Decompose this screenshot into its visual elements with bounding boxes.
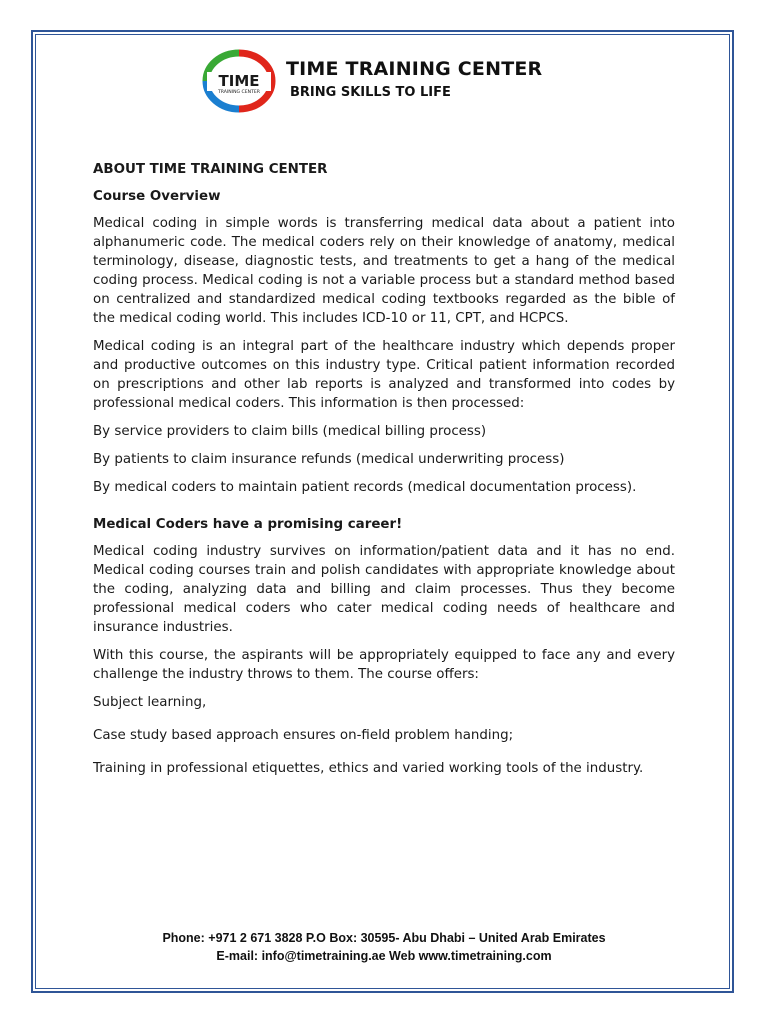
list-item: By medical coders to maintain patient records (medical documentation process). bbox=[93, 480, 637, 495]
brand-title: TIME TRAINING CENTER bbox=[286, 58, 543, 80]
time-logo-icon bbox=[198, 48, 280, 114]
list-item: By patients to claim insurance refunds (medical underwriting process) bbox=[93, 452, 565, 467]
paragraph: Medical coding industry survives on information/patient data and it has no end. Medical coding courses train and polish candidates with appropriate knowledge about the coding, analyzing data and billing and claim processes. Thus they become professional medical coders who cater medical coding needs of healthcare and insurance industries. bbox=[93, 544, 675, 635]
logo-subtext: TRAINING CENTER bbox=[217, 90, 261, 95]
list-item: Case study based approach ensures on-field problem handing; bbox=[93, 728, 514, 743]
paragraph: With this course, the aspirants will be appropriately equipped to face any and every challenge the industry throws to them. The course offers: bbox=[93, 648, 675, 682]
section-title-course-overview: Course Overview bbox=[93, 189, 221, 204]
footer bbox=[40, 929, 728, 965]
section-title-career: Medical Coders have a promising career! bbox=[93, 517, 403, 532]
letterhead bbox=[198, 48, 598, 114]
footer-contact-line: Phone: +971 2 671 3828 P.O Box: 30595- Abu Dhabi – United Arab Emirates bbox=[162, 931, 606, 945]
paragraph: Medical coding in simple words is transferring medical data about a patient into alphanumeric code. The medical coders rely on their knowledge of anatomy, medical terminology, disease, diagnostic tests, and treatments to get a hang of the medical coding process. Medical coding is not a variable process but a standard method based on centralized and standardized medical coding textbooks regarded as the bible of the medical coding world. This includes ICD-10 or 11, CPT, and HCPCS. bbox=[93, 216, 675, 326]
list-item: Subject learning, bbox=[93, 695, 207, 710]
document-heading: ABOUT TIME TRAINING CENTER bbox=[93, 162, 328, 177]
list-item: By service providers to claim bills (medical billing process) bbox=[93, 424, 487, 439]
paragraph: Medical coding is an integral part of the healthcare industry which depends proper and productive outcomes on this industry type. Critical patient information recorded on prescriptions and other lab reports is analyzed and transformed into codes by professional medical coders. This information is then processed: bbox=[93, 339, 675, 411]
footer-web-line: E-mail: info@timetraining.ae Web www.timetraining.com bbox=[216, 949, 552, 963]
logo-word: TIME bbox=[218, 72, 260, 90]
list-item: Training in professional etiquettes, ethics and varied working tools of the industry. bbox=[93, 761, 644, 776]
brand-tagline: BRING SKILLS TO LIFE bbox=[290, 85, 451, 100]
document-body bbox=[93, 160, 675, 787]
